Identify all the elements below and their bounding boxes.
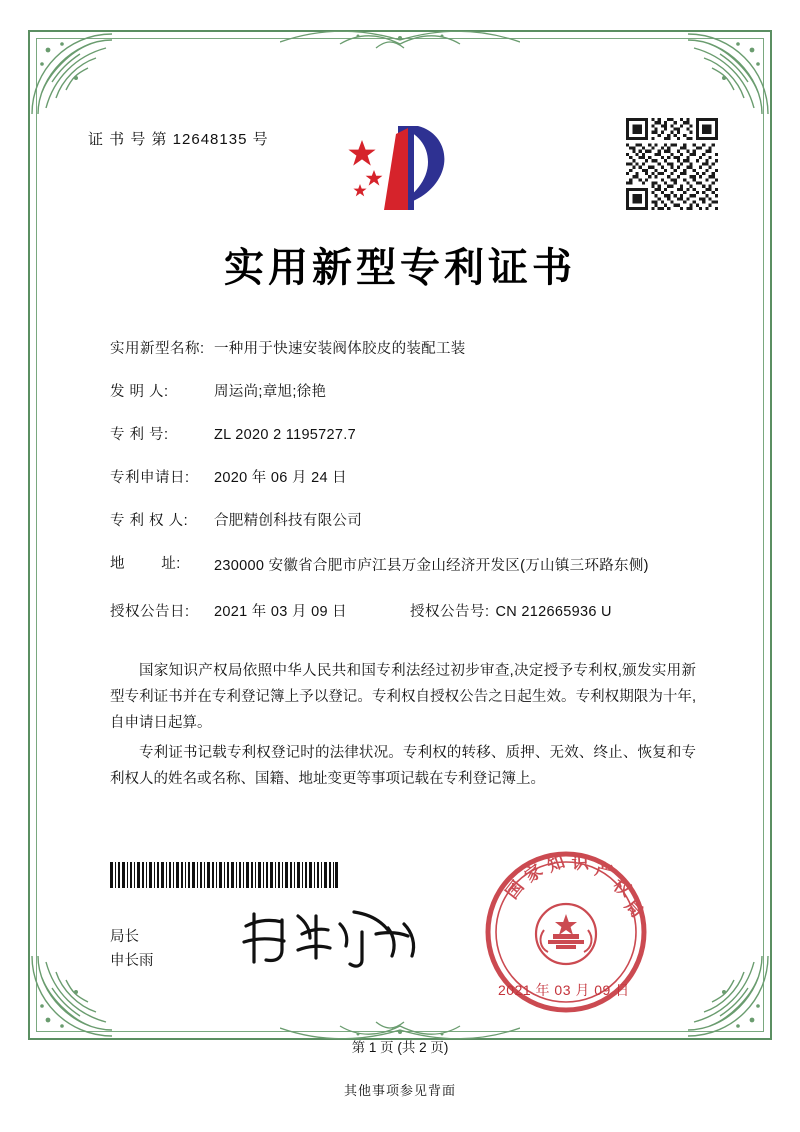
signature-block: [110, 925, 154, 973]
grant-number-value: CN 212665936 U: [495, 604, 612, 620]
field-row-application-date: [110, 467, 710, 489]
svg-text:产: 产: [592, 859, 615, 883]
grant-date-label: 授权公告日:: [110, 604, 190, 620]
director-title: 局长: [110, 929, 139, 945]
field-value: 2020 年 06 月 24 日: [214, 470, 347, 486]
field-value: 周运尚;章旭;徐艳: [214, 384, 327, 400]
handwritten-signature-icon: [236, 900, 426, 974]
field-value: 230000 安徽省合肥市庐江县万金山经济开发区(万山镇三环路东侧): [214, 558, 649, 574]
field-label: 发 明 人:: [110, 384, 169, 400]
svg-text:家: 家: [521, 860, 547, 888]
field-label: 专 利 权 人:: [110, 513, 189, 529]
field-label: 专 利 号:: [110, 427, 169, 443]
svg-text:权: 权: [609, 875, 635, 902]
field-row-utility-model-name: [110, 338, 710, 360]
svg-text:识: 识: [571, 853, 590, 874]
grant-date-value: 2021 年 03 月 09 日: [214, 604, 347, 620]
director-name: 申长雨: [110, 953, 154, 969]
field-label: 实用新型名称:: [110, 341, 205, 357]
barcode: [110, 862, 338, 888]
seal-date: 2021 年 03 月 09 日: [498, 982, 630, 998]
field-label: 地 址:: [110, 556, 181, 572]
field-row-inventors: [110, 381, 710, 403]
field-row-address: [110, 553, 710, 580]
field-row-patent-number: [110, 424, 710, 446]
svg-text:局: 局: [620, 895, 647, 922]
page-number: 第 1 页 (共 2 页): [351, 1040, 449, 1055]
legal-text: [110, 658, 696, 796]
field-value: ZL 2020 2 1195727.7: [214, 427, 356, 443]
page-title: 实用新型专利证书: [224, 245, 576, 291]
grant-number-label: 授权公告号:: [410, 604, 490, 620]
field-value: 合肥精创科技有限公司: [214, 513, 362, 529]
certificate-number: 证 书 号 第 12648135 号: [88, 131, 269, 148]
field-row-grant-announcement: [110, 601, 710, 623]
qr-code: [626, 118, 718, 210]
svg-text:国: 国: [502, 877, 529, 904]
footnote: 其他事项参见背面: [343, 1083, 456, 1098]
legal-paragraph-2: 专利证书记载专利权登记时的法律状况。专利权的转移、质押、无效、终止、恢复和专利权人的姓名或名称、国籍、地址变更等事项记载在专利登记簿上。: [110, 745, 696, 787]
legal-paragraph-1: 国家知识产权局依照中华人民共和国专利法经过初步审查,决定授予专利权,颁发实用新型专利证书并在专利登记簿上予以登记。专利权自授权公告之日起生效。专利权期限为十年,自申请日起算。: [110, 663, 696, 731]
cnipa-logo-icon: [340, 118, 460, 218]
field-list: [110, 338, 710, 643]
field-value: 一种用于快速安装阀体胶皮的装配工装: [214, 341, 466, 357]
svg-text:知: 知: [544, 852, 568, 877]
field-row-patentee: [110, 510, 710, 532]
field-label: 专利申请日:: [110, 470, 190, 486]
